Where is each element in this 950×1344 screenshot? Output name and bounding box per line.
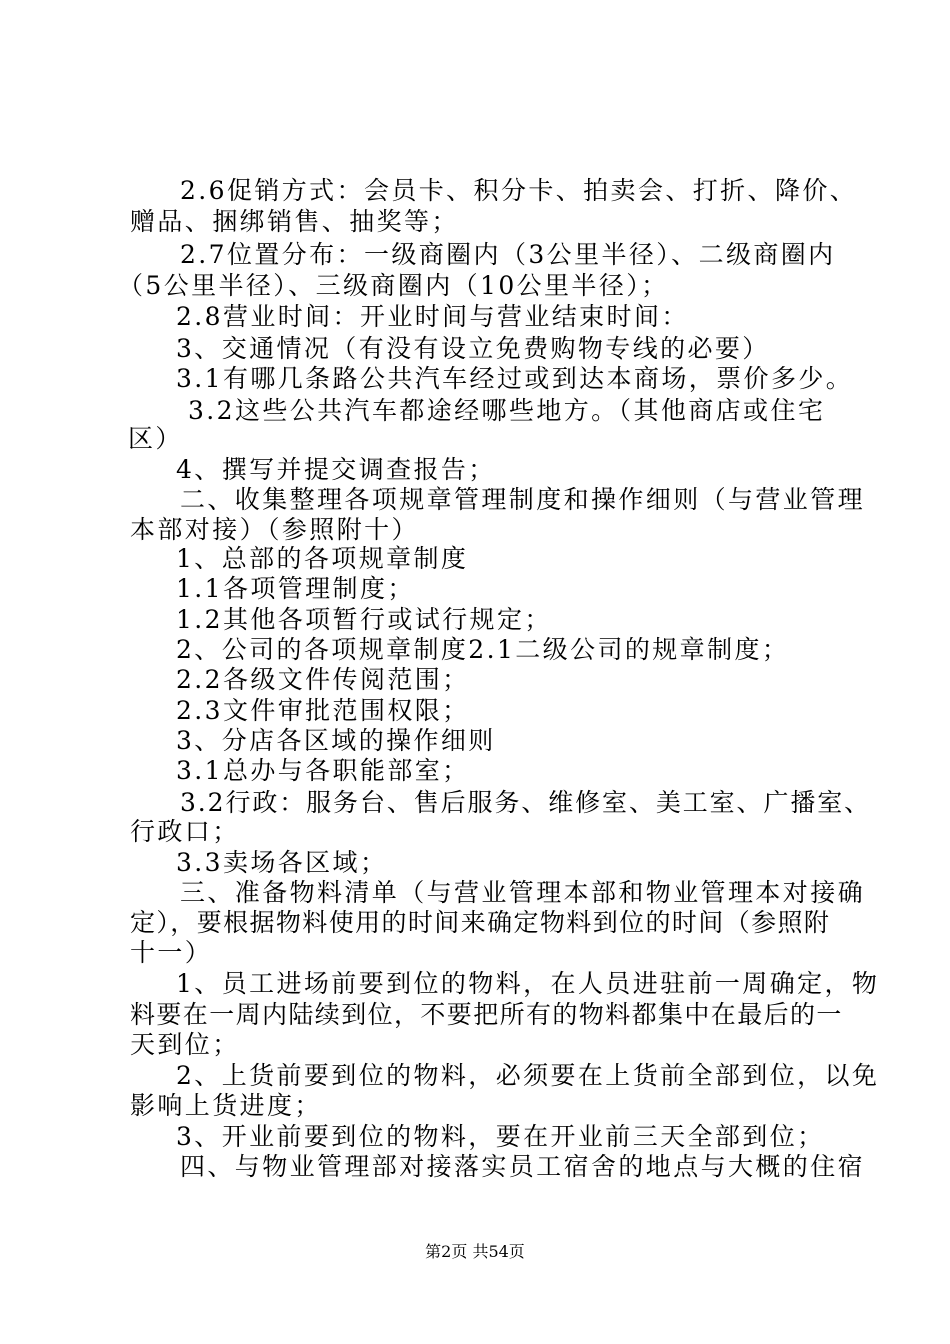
- text-line: 3.1有哪几条路公共汽车经过或到达本商场，票价多少。: [176, 364, 854, 393]
- text-line: 行政口；: [130, 817, 240, 846]
- text-line: 赠品、捆绑销售、抽奖等；: [130, 207, 459, 236]
- text-line: 1、员工进场前要到位的物料，在人员进驻前一周确定，物: [176, 969, 880, 998]
- text-line: 2.7位置分布：一级商圈内（3公里半径）、二级商圈内: [180, 240, 836, 269]
- text-line: 2.8营业时间：开业时间与营业结束时间：: [176, 302, 689, 331]
- text-line: 2.3文件审批范围权限；: [176, 696, 470, 725]
- text-line: 4、撰写并提交调查报告；: [176, 455, 496, 484]
- text-line: 定），要根据物料使用的时间来确定物料到位的时间（参照附: [130, 908, 831, 937]
- text-line: 1.1各项管理制度；: [176, 574, 415, 603]
- text-line: 天到位；: [130, 1030, 240, 1059]
- text-line: 3.1总办与各职能部室；: [176, 756, 470, 785]
- text-line: 本部对接）（参照附十）: [130, 515, 419, 544]
- text-line: 1、总部的各项规章制度: [176, 544, 469, 573]
- text-line: 十一）: [130, 938, 213, 967]
- text-line: 3.2这些公共汽车都途经哪些地方。（其他商店或住宅: [188, 396, 826, 425]
- text-line: 料要在一周内陆续到位，不要把所有的物料都集中在最后的一: [130, 1000, 843, 1029]
- text-line: 2.2各级文件传阅范围；: [176, 665, 470, 694]
- text-line: 影响上货进度；: [130, 1091, 322, 1120]
- page-number-footer: 第2页 共54页: [425, 1242, 525, 1261]
- text-line: 3、分店各区域的操作细则: [176, 726, 496, 755]
- text-line: （5公里半径）、三级商圈内（10公里半径）；: [118, 271, 669, 300]
- text-line: 2、公司的各项规章制度2.1二级公司的规章制度；: [176, 635, 790, 664]
- text-line: 三、准备物料清单（与营业管理本部和物业管理本对接确: [180, 878, 866, 907]
- text-line: 2、上货前要到位的物料，必须要在上货前全部到位，以免: [176, 1061, 880, 1090]
- text-line: 3.3卖场各区域；: [176, 848, 388, 877]
- text-line: 四、与物业管理部对接落实员工宿舍的地点与大概的住宿: [180, 1152, 866, 1181]
- text-line: 1.2其他各项暂行或试行规定；: [176, 605, 552, 634]
- text-line: 2.6促销方式：会员卡、积分卡、拍卖会、打折、降价、: [180, 176, 858, 205]
- text-line: 3.2行政：服务台、售后服务、维修室、美工室、广播室、: [180, 788, 872, 817]
- text-line: 3、开业前要到位的物料，要在开业前三天全部到位；: [176, 1122, 825, 1151]
- text-line: 3、交通情况（有没有设立免费购物专线的必要）: [176, 334, 770, 363]
- text-line: 区）: [128, 424, 183, 453]
- text-line: 二、收集整理各项规章管理制度和操作细则（与营业管理: [180, 485, 866, 514]
